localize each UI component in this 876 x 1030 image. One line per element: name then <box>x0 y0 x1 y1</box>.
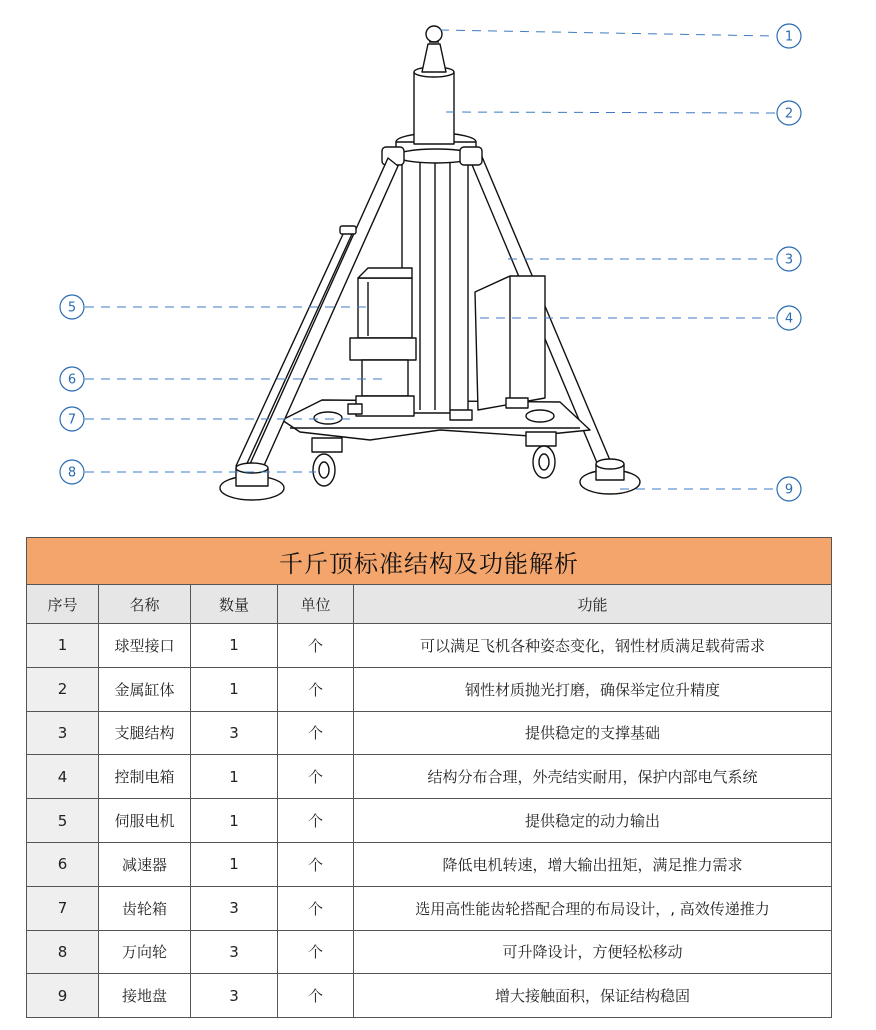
cell-unit: 个 <box>278 667 354 711</box>
cell-function: 降低电机转速，增大输出扭矩，满足推力需求 <box>354 842 832 886</box>
cell-unit: 个 <box>278 624 354 668</box>
cell-index: 6 <box>27 842 99 886</box>
spec-table <box>26 537 832 1018</box>
cell-index: 7 <box>27 886 99 930</box>
cell-name: 减速器 <box>99 842 191 886</box>
table-row <box>27 930 832 974</box>
cell-name: 齿轮箱 <box>99 886 191 930</box>
callout-number-1: 1 <box>784 29 794 45</box>
jack-drawing <box>220 26 640 500</box>
cell-index: 3 <box>27 711 99 755</box>
callout-number-7: 7 <box>67 412 77 428</box>
cell-quantity: 3 <box>191 711 278 755</box>
leader-line-1 <box>440 30 775 36</box>
gear-box-1 <box>348 404 362 414</box>
gear-box-3 <box>506 398 528 408</box>
table-row <box>27 799 832 843</box>
ground-pad-left <box>220 463 284 500</box>
callout-number-8: 8 <box>67 465 77 481</box>
callout-number-4: 4 <box>784 311 794 327</box>
cell-quantity: 1 <box>191 799 278 843</box>
cell-function: 选用高性能齿轮搭配合理的布局设计，, 高效传递推力 <box>354 886 832 930</box>
cell-function: 可以满足飞机各种姿态变化，钢性材质满足载荷需求 <box>354 624 832 668</box>
cell-name: 支腿结构 <box>99 711 191 755</box>
ground-pad-right <box>580 459 640 494</box>
metal-cylinder <box>414 72 454 144</box>
cell-quantity: 3 <box>191 930 278 974</box>
servo-motor <box>358 278 412 338</box>
cell-unit: 个 <box>278 799 354 843</box>
cell-quantity: 1 <box>191 667 278 711</box>
cell-quantity: 3 <box>191 974 278 1018</box>
cell-function: 结构分布合理，外壳结实耐用，保护内部电气系统 <box>354 755 832 799</box>
caster-right <box>526 432 556 478</box>
cell-quantity: 1 <box>191 755 278 799</box>
leader-line-2 <box>446 112 775 113</box>
header-index: 序号 <box>27 585 99 624</box>
callout-number-3: 3 <box>784 252 794 268</box>
cell-unit: 个 <box>278 886 354 930</box>
cell-name: 金属缸体 <box>99 667 191 711</box>
callout-number-6: 6 <box>67 372 77 388</box>
callout-number-2: 2 <box>784 106 794 122</box>
header-name: 名称 <box>99 585 191 624</box>
cell-function: 提供稳定的支撑基础 <box>354 711 832 755</box>
table-header-row <box>27 585 832 624</box>
table-row <box>27 974 832 1018</box>
cell-index: 4 <box>27 755 99 799</box>
cell-function: 可升降设计，方便轻松移动 <box>354 930 832 974</box>
table-row <box>27 711 832 755</box>
callout-number-5: 5 <box>67 300 77 316</box>
cell-index: 2 <box>27 667 99 711</box>
cell-name: 万向轮 <box>99 930 191 974</box>
header-quantity: 数量 <box>191 585 278 624</box>
header-function: 功能 <box>354 585 832 624</box>
cell-unit: 个 <box>278 755 354 799</box>
cell-index: 8 <box>27 930 99 974</box>
cell-index: 1 <box>27 624 99 668</box>
table-row <box>27 755 832 799</box>
cell-name: 控制电箱 <box>99 755 191 799</box>
cell-index: 5 <box>27 799 99 843</box>
cell-unit: 个 <box>278 711 354 755</box>
reducer <box>350 338 416 360</box>
cell-name: 伺服电机 <box>99 799 191 843</box>
cell-function: 增大接触面积，保证结构稳固 <box>354 974 832 1018</box>
cell-unit: 个 <box>278 974 354 1018</box>
caster-left <box>312 438 342 486</box>
cell-function: 钢性材质抛光打磨，确保举定位升精度 <box>354 667 832 711</box>
callout-number-9: 9 <box>784 482 794 498</box>
cell-function: 提供稳定的动力输出 <box>354 799 832 843</box>
cell-quantity: 1 <box>191 624 278 668</box>
cell-name: 球型接口 <box>99 624 191 668</box>
cell-index: 9 <box>27 974 99 1018</box>
cell-quantity: 3 <box>191 886 278 930</box>
gear-box-2 <box>450 410 472 420</box>
cell-name: 接地盘 <box>99 974 191 1018</box>
cell-unit: 个 <box>278 842 354 886</box>
header-unit: 单位 <box>278 585 354 624</box>
table-row <box>27 842 832 886</box>
table-row <box>27 624 832 668</box>
cell-unit: 个 <box>278 930 354 974</box>
table-title: 千斤顶标准结构及功能解析 <box>27 538 832 585</box>
ball-interface <box>426 26 442 42</box>
table-row <box>27 886 832 930</box>
cell-quantity: 1 <box>191 842 278 886</box>
table-row <box>27 667 832 711</box>
